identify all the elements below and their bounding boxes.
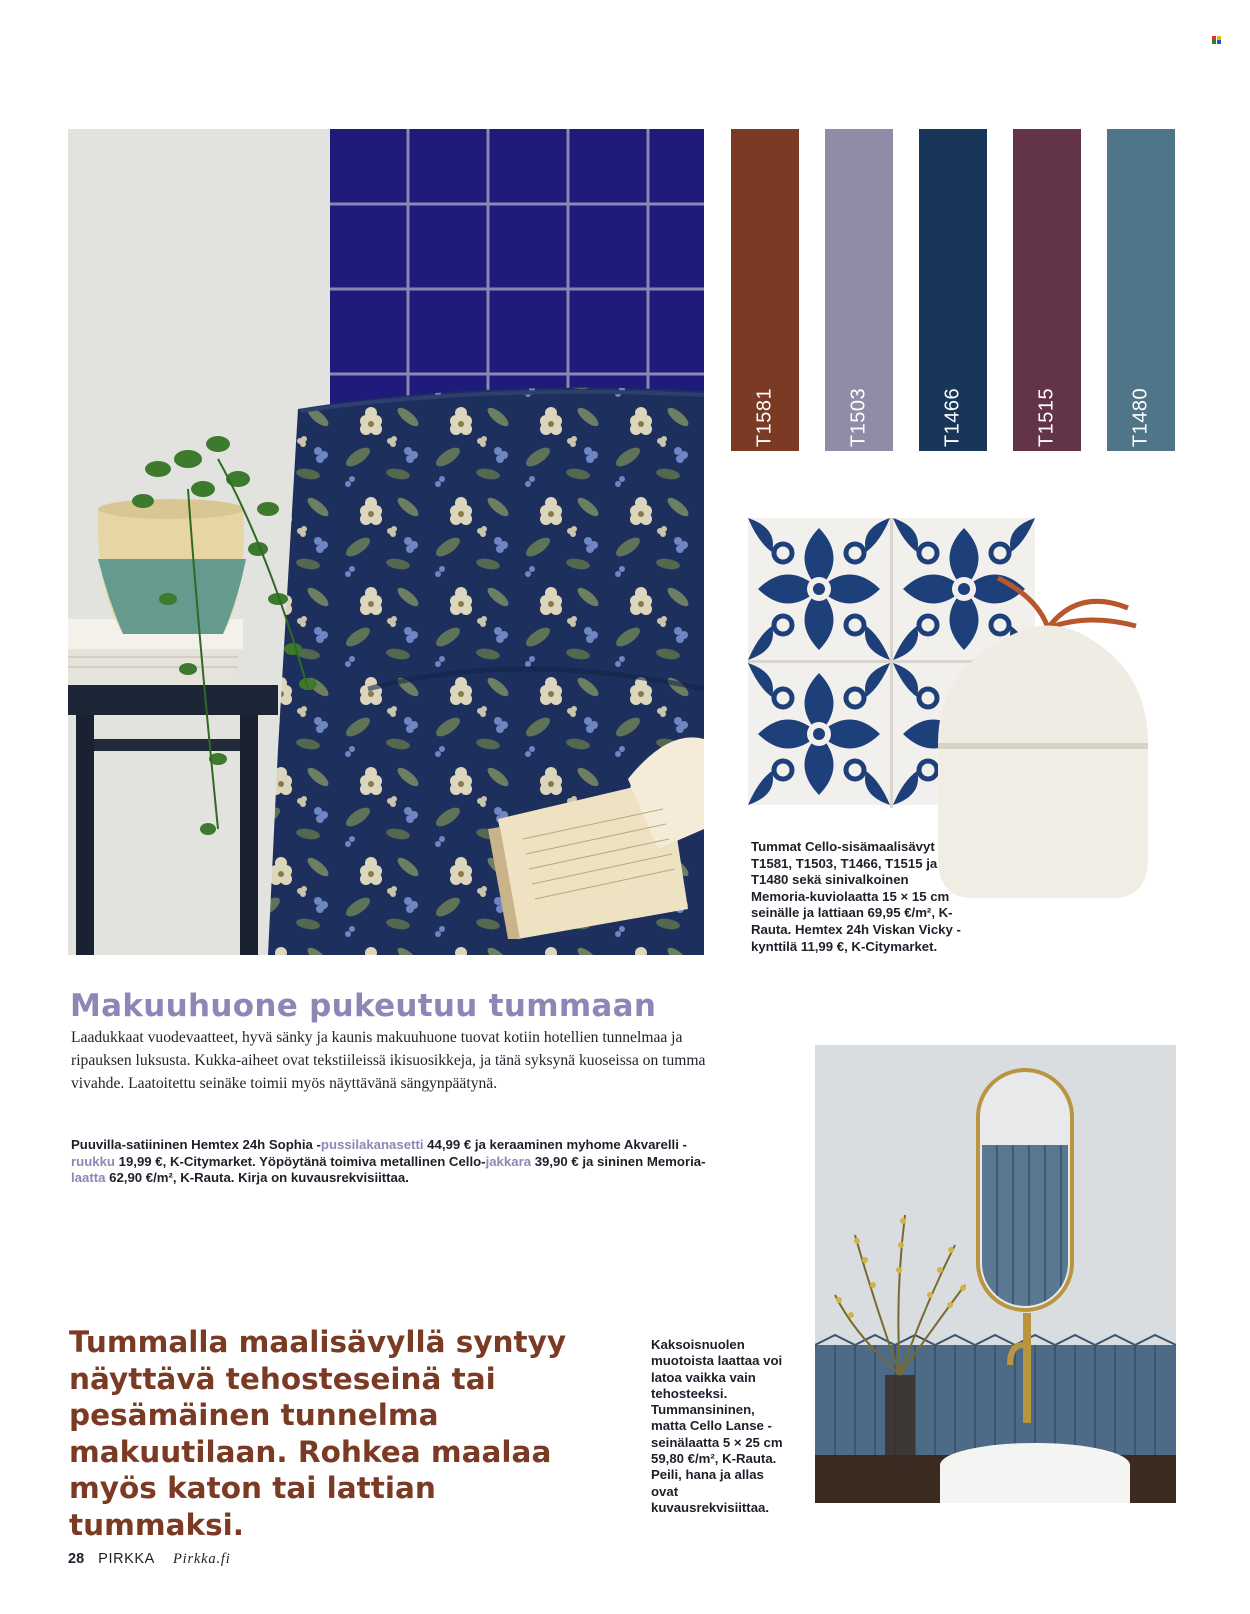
bathroom-caption: Kaksoisnuolen muotoista laattaa voi latoa vaikka vain tehosteeksi. Tummansininen, matta Cello Lanse -seinälaatta 5 × 25 cm 59,80 €/m², K-Rauta. Peili, hana ja allas ovat kuvausrekvisiittaa. [651,1337,783,1515]
caption-text: 62,90 €/m², K-Rauta. Kirja on kuvausrekvisiittaa. [105,1170,409,1186]
product-name-highlight: jakkara [485,1153,532,1169]
swatch-code: T1480 [1129,387,1152,448]
website-link[interactable]: Pirkka.fi [173,1551,231,1567]
corner-mark [1212,31,1222,39]
body-text: Laadukkaat vuodevaatteet, hyvä sänky ja kaunis makuuhuone tuovat kotiin hotellien tunnelmaa ja ripauksen luksusta. Kukka-aiheet ovat tekstiileissä ikisuosikkeja, ja tänä syksynä kuoseissa on tumma vivahde. Laatoitettu seinäke toimii myös näyttävänä sängynpäätynä. [71,1029,706,1092]
paint-swatch [1107,129,1175,451]
paint-swatch [825,129,893,451]
bathroom-photo [815,1045,1176,1503]
paint-swatch [731,129,799,451]
product-name-highlight: pussilakanasetti [320,1137,424,1152]
swatch-code: T1515 [1035,387,1058,448]
paint-swatch [1013,129,1081,451]
caption-text: 39,90 € ja sininen Memoria- [531,1153,706,1169]
paint-swatch [919,129,987,451]
caption-text: 44,99 € ja keraaminen myhome Akvarelli - [423,1137,687,1152]
caption-text: 19,99 €, K-Citymarket. Yöpöytänä toimiva metallinen Cello- [114,1153,486,1169]
product-name-highlight: laatta [71,1170,106,1186]
swatch-code: T1503 [847,387,870,448]
page-number: 28 [68,1551,85,1567]
pullquote: Tummalla maalisävyllä syntyy näyttävä tehosteseinä tai pesämäinen tunnelma makuutilaan. Rohkea maalaa myös katon tai lattian tummaksi. [69,1325,567,1542]
bedroom-photo [68,129,704,955]
section-heading: Makuuhuone pukeutuu tummaan [70,988,657,1024]
tile-caption: Tummat Cello-sisämaalisävyt T1581, T1503, T1466, T1515 ja T1480 sekä sinivalkoinen Memoria-kuviolaatta 15 × 15 cm seinälle ja lattiaan 69,95 €/m², K-Rauta. Hemtex 24h Viskan Vicky -kynttilä 11,99 €, K-Citymarket. [751,839,961,954]
swatch-code: T1466 [941,387,964,448]
swatch-code: T1581 [753,387,776,448]
magazine-name: PIRKKA [98,1551,155,1567]
product-name-highlight: ruukku [71,1153,115,1169]
page-footer [68,1551,231,1568]
caption-text: Puuvilla-satiininen Hemtex 24h Sophia - [71,1137,321,1152]
product-caption [71,1137,711,1187]
